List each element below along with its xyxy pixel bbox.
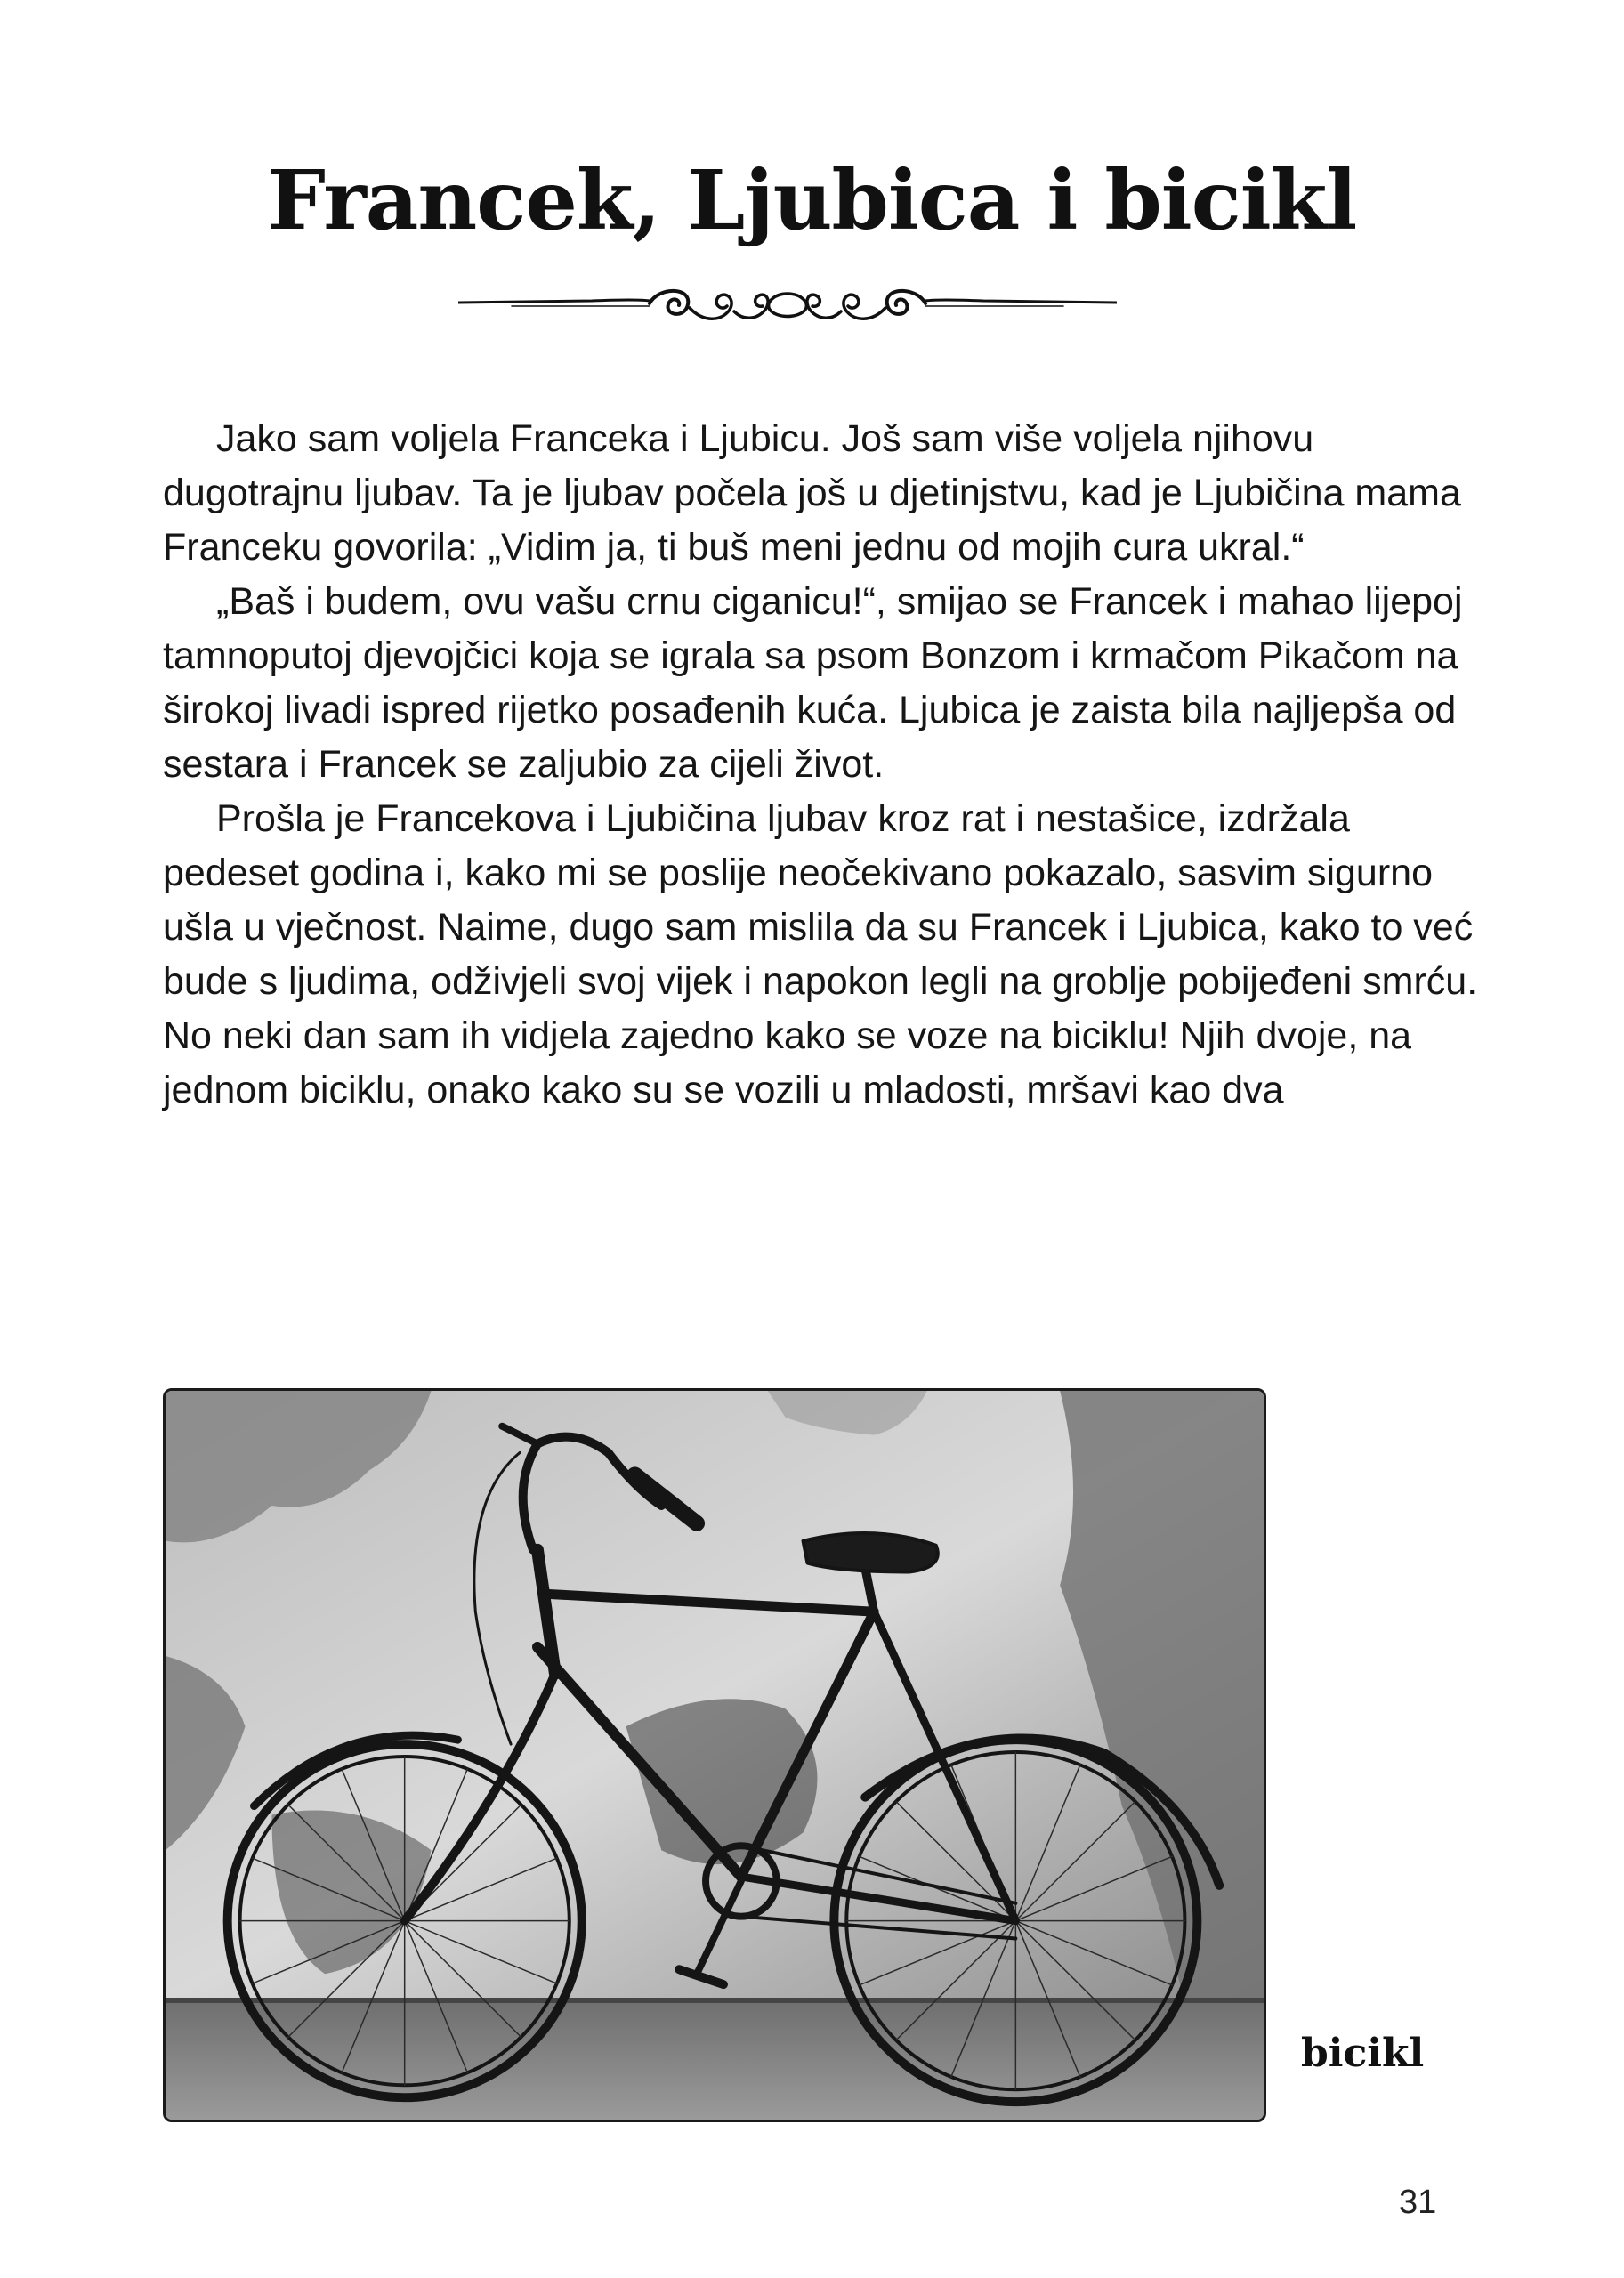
image-caption: bicikl — [1301, 2031, 1425, 2076]
page-number: 31 — [1399, 2184, 1437, 2221]
decorative-divider-icon — [458, 267, 1117, 338]
bicycle-photo — [163, 1388, 1266, 2122]
story-text — [163, 412, 1480, 1118]
paragraph: Prošla je Francekova i Ljubičina ljubav kroz rat i nestašice, izdržala pedeset godina i, kako mi se poslije neočekivano pokazalo, sasvim sigurno ušla u vječnost. Naime, dugo sam mislila da su Francek i Ljubica, kako to već bude s ljudima, odživjeli svoj vijek i napokon legli na groblje pobijeđeni smrću. No neki dan sam ih vidjela zajedno kako se voze na biciklu! Njih dvoje, na jednom biciklu, onako kako su se vozili u mladosti, mršavi kao dva — [163, 797, 1478, 1111]
page-title: Francek, Ljubica i bicikl — [267, 152, 1357, 248]
paragraph: Jako sam voljela Franceka i Ljubicu. Još sam više voljela njihovu dugotrajnu ljubav. Ta je ljubav počela još u djetinjstvu, kad je Ljubičina mama Franceku govorila: „Vidim ja, ti buš meni jednu od mojih cura ukral.“ — [163, 417, 1461, 569]
bicycle-photo-image — [166, 1391, 1264, 2120]
paragraph: „Baš i budem, ovu vašu crnu ciganicu!“, smijao se Francek i mahao lijepoj tamnoputoj djevojčici koja se igrala sa psom Bonzom i krmačom Pikačom na širokoj livadi ispred rijetko posađenih kuća. Ljubica je zaista bila najljepša od sestara i Francek se zaljubio za cijeli život. — [163, 580, 1463, 786]
